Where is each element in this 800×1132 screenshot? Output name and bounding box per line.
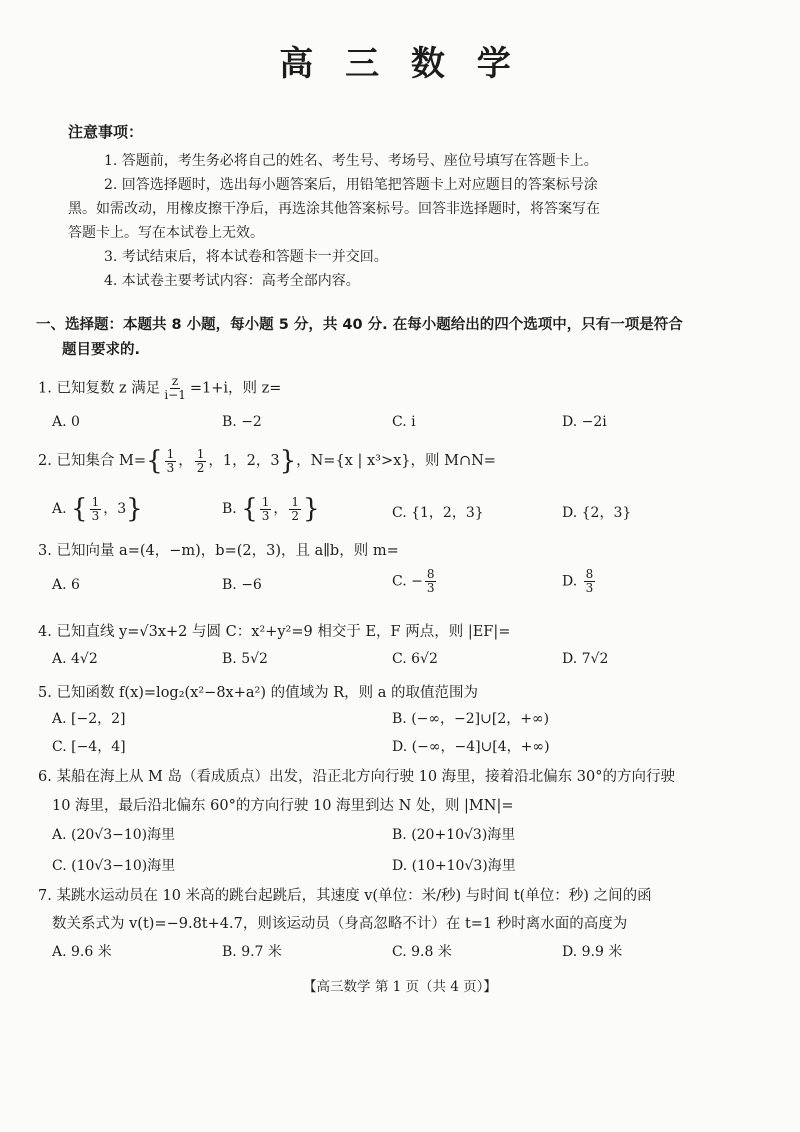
- brace-close: }: [303, 494, 320, 524]
- question-4-option-c: C. 6√2: [392, 651, 438, 667]
- option-letter: A.: [52, 501, 67, 517]
- question-1-option-b: B. −2: [222, 414, 262, 430]
- brace-open: {: [241, 494, 258, 524]
- notice-line-2: 2. 回答选择题时，选出每小题答案后，用铅笔把答题卡上对应题目的答案标号涂: [104, 177, 598, 193]
- fraction-denominator: 3: [166, 460, 175, 475]
- fraction-numerator: z: [171, 374, 179, 388]
- question-2-stem: [38, 446, 496, 476]
- fraction-denominator: 2: [196, 460, 205, 475]
- question-6-option-d: D. (10+10√3)海里: [392, 858, 516, 874]
- comma: ，: [178, 453, 193, 469]
- fraction-numerator: 8: [585, 567, 594, 581]
- option-prefix: C. −: [392, 573, 423, 590]
- question-5-option-a: A. [−2，2]: [52, 711, 126, 727]
- question-3-option-b: B. −6: [222, 577, 262, 593]
- question-2-option-c: C. {1，2，3}: [392, 505, 484, 521]
- question-2-post: ，N={x | x³>x}，则 M∩N=: [296, 453, 496, 469]
- question-1-option-c: C. i: [392, 414, 416, 430]
- set-rest: ，1，2，3: [208, 453, 280, 469]
- option-fraction: [584, 568, 596, 595]
- notice-line-4: 答题卡上。写在本试卷上无效。: [68, 225, 264, 241]
- question-7-option-b: B. 9.7 米: [222, 944, 282, 960]
- question-3-option-c: [392, 568, 438, 595]
- option-prefix: D.: [562, 573, 578, 590]
- fraction-numerator: 1: [196, 446, 205, 461]
- question-6-option-a: A. (20√3−10)海里: [52, 827, 176, 843]
- question-3-stem: 3. 已知向量 a=(4，−m)，b=(2，3)，且 a∥b，则 m=: [38, 543, 399, 559]
- question-1-option-d: D. −2i: [562, 414, 607, 430]
- notice-line-6: 4. 本试卷主要考试内容：高考全部内容。: [104, 273, 360, 289]
- fraction-denominator: 3: [261, 508, 270, 523]
- brace-close: }: [126, 494, 143, 524]
- option-fraction: [425, 568, 437, 595]
- fraction-numerator: 1: [291, 494, 300, 509]
- question-6-line-1: 6. 某船在海上从 M 岛（看成质点）出发，沿正北方向行驶 10 海里，接着沿北偏东 30°的方向行驶: [38, 769, 675, 785]
- comma: ，: [273, 501, 288, 517]
- question-4-stem: 4. 已知直线 y=√3x+2 与圆 C：x²+y²=9 相交于 E，F 两点，则 |EF|=: [38, 624, 511, 640]
- question-7-line-2: 数关系式为 v(t)=−9.8t+4.7，则该运动员（身高忽略不计）在 t=1 秒时离水面的高度为: [52, 916, 628, 932]
- fraction-numerator: 1: [91, 494, 100, 509]
- question-5-option-c: C. [−4，4]: [52, 739, 126, 755]
- question-2-pre: 2. 已知集合 M=: [38, 453, 147, 469]
- question-1-pre: 1. 已知复数 z 满足: [38, 380, 161, 397]
- option-rest: ，3: [103, 501, 127, 517]
- question-1-post: =1+i，则 z=: [189, 380, 282, 397]
- question-5-stem: 5. 已知函数 f(x)=log₂(x²−8x+a²) 的值域为 R，则 a 的取值范围为: [38, 685, 478, 701]
- option-fraction: [90, 496, 102, 523]
- fraction-numerator: 8: [426, 567, 435, 581]
- question-5-option-d: D. (−∞，−4]∪[4，+∞): [392, 739, 550, 755]
- option-fraction-1: [260, 496, 272, 523]
- fraction-denominator: 3: [426, 581, 435, 595]
- question-7-option-c: C. 9.8 米: [392, 944, 452, 960]
- question-1-fraction: [162, 375, 188, 402]
- question-4-option-a: A. 4√2: [52, 651, 98, 667]
- question-2-option-b: [222, 494, 320, 524]
- question-6-option-c: C. (10√3−10)海里: [52, 858, 176, 874]
- question-2-option-a: [52, 494, 143, 524]
- question-3-option-a: A. 6: [52, 577, 80, 593]
- question-6-line-2: 10 海里，最后沿北偏东 60°的方向行驶 10 海里到达 N 处，则 |MN|=: [52, 798, 514, 814]
- notice-line-1: 1. 答题前，考生务必将自己的姓名、考生号、考场号、座位号填写在答题卡上。: [104, 153, 598, 169]
- option-letter: B.: [222, 501, 237, 517]
- brace-close: }: [279, 446, 297, 476]
- section-heading-line-1: 一、选择题：本题共 8 小题，每小题 5 分，共 40 分. 在每小题给出的四个选项中，只有一项是符合: [36, 317, 683, 333]
- section-heading-line-2: 题目要求的.: [62, 342, 141, 358]
- set-fraction-2: [195, 448, 207, 475]
- question-2-option-d: D. {2，3}: [562, 505, 632, 521]
- notice-line-3: 黑。如需改动，用橡皮擦干净后，再选涂其他答案标号。回答非选择题时，将答案写在: [68, 201, 600, 217]
- fraction-denominator: 2: [291, 508, 300, 523]
- brace-open: {: [71, 494, 88, 524]
- fraction-denominator: 3: [585, 581, 594, 595]
- question-3-option-d: [562, 568, 597, 595]
- question-1-stem: [38, 375, 281, 402]
- page-title: 高 三 数 学: [279, 44, 521, 84]
- question-7-line-1: 7. 某跳水运动员在 10 米高的跳台起跳后，其速度 v(单位：米/秒) 与时间 t(单位：秒) 之间的函: [38, 888, 652, 904]
- set-fraction-1: [165, 448, 177, 475]
- question-6-option-b: B. (20+10√3)海里: [392, 827, 516, 843]
- notice-line-5: 3. 考试结束后，将本试卷和答题卡一并交回。: [104, 249, 388, 265]
- question-1-option-a: A. 0: [52, 414, 80, 430]
- question-4-option-d: D. 7√2: [562, 651, 609, 667]
- question-4-option-b: B. 5√2: [222, 651, 268, 667]
- question-7-option-a: A. 9.6 米: [52, 944, 112, 960]
- question-7-option-d: D. 9.9 米: [562, 944, 623, 960]
- fraction-denominator: i−1: [164, 388, 186, 402]
- brace-open: {: [146, 446, 163, 476]
- fraction-denominator: 3: [91, 508, 100, 523]
- fraction-numerator: 1: [261, 494, 270, 509]
- option-fraction-2: [289, 496, 301, 523]
- notice-heading: 注意事项：: [68, 123, 144, 141]
- question-5-option-b: B. (−∞，−2]∪[2，+∞): [392, 711, 550, 727]
- page-footer: 【高三数学 第 1 页（共 4 页）】: [303, 979, 497, 995]
- fraction-numerator: 1: [166, 446, 175, 461]
